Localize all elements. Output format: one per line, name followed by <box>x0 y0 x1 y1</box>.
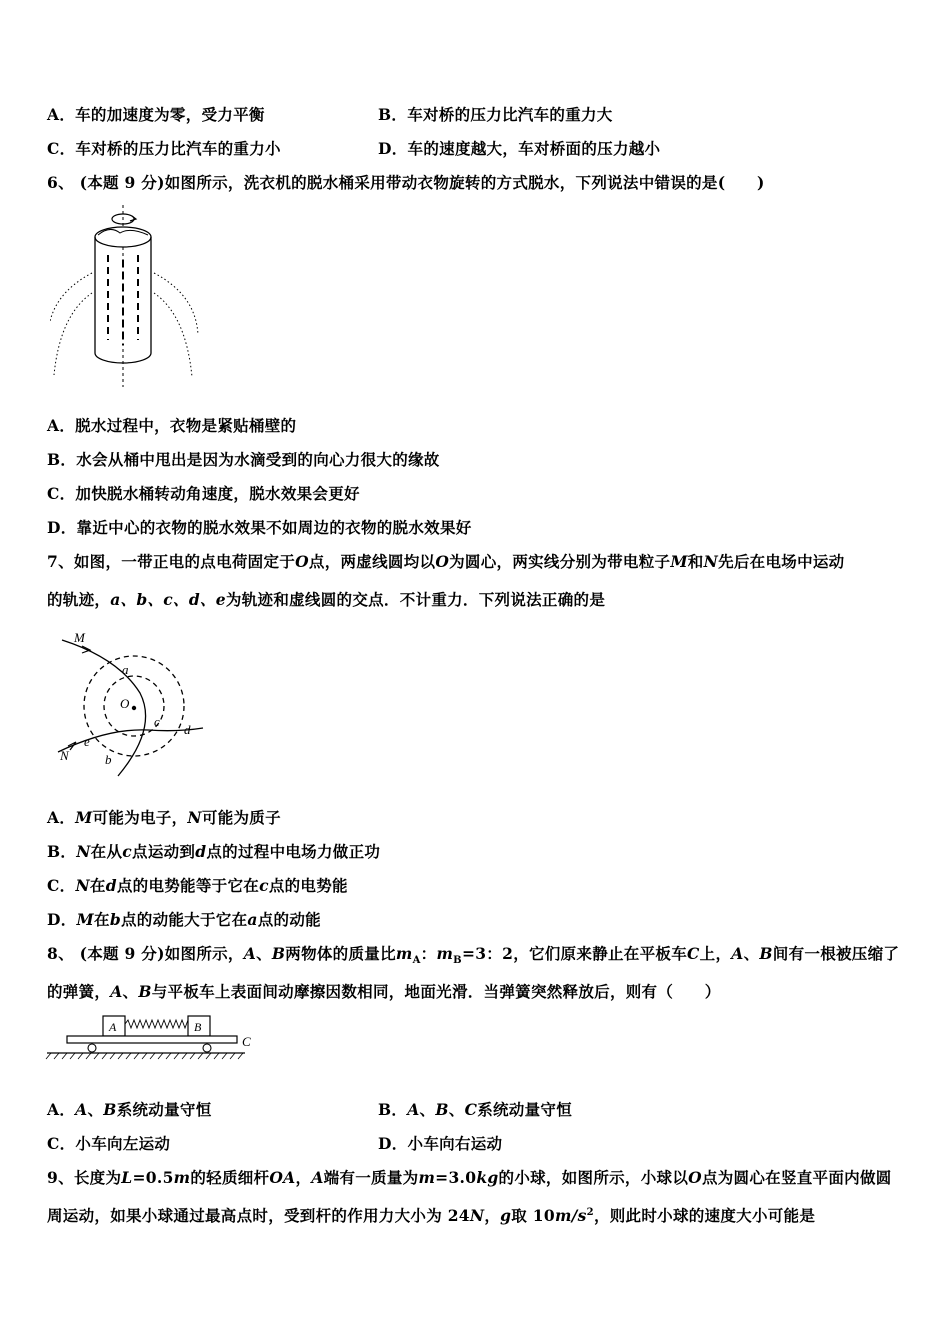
q7-stem-line1: 7、如图，一带正电的点电荷固定于O点，两虚线圆均以O为圆心，两实线分别为带电粒子M和N先后在电场中运动 <box>47 552 845 571</box>
q6-option-c: C．加快脱水桶转动角速度，脱水效果会更好 <box>47 484 360 503</box>
q8-option-a: A．A、B系统动量守恒 <box>47 1100 212 1119</box>
q5-option-d: D．车的速度越大，车对桥面的压力越小 <box>378 139 661 158</box>
label-B: B <box>194 1020 202 1034</box>
label-N: N <box>60 748 69 763</box>
q6-option-a: A．脱水过程中，衣物是紧贴桶壁的 <box>47 416 297 435</box>
q7-option-d: D．M在b点的动能大于它在a点的动能 <box>47 910 321 929</box>
label-C: C <box>242 1034 251 1049</box>
q5-option-a: A．车的加速度为零，受力平衡 <box>47 105 265 124</box>
spring-cart-figure <box>45 1010 265 1068</box>
label-e: e <box>84 734 90 749</box>
q9-stem-line1: 9、长度为L=0.5m的轻质细杆OA，A端有一质量为m=3.0kg的小球，如图所示，小球以O点为圆心在竖直平面内做圆 <box>47 1168 892 1187</box>
q8-option-b: B．A、B、C系统动量守恒 <box>378 1100 573 1119</box>
q8-stem-line1: 8、 (本题 9 分)如图所示，A、B两物体的质量比$m_A$：$m_B=3$：2，它们原来静止在平板车C上，A、B间有一根被压缩了 <box>47 944 900 967</box>
q5-option-b: B．车对桥的压力比汽车的重力大 <box>378 105 613 124</box>
q7-option-a: A．M可能为电子，N可能为质子 <box>47 808 281 827</box>
label-d: d <box>184 722 191 737</box>
q8-stem-line2: 的弹簧，A、B与平板车上表面间动摩擦因数相同，地面光滑．当弹簧突然释放后，则有（ ） <box>47 982 721 1001</box>
label-c: c <box>154 714 160 729</box>
label-a: a <box>122 662 129 677</box>
q6-stem: 6、 (本题 9 分)如图所示，洗衣机的脱水桶采用带动衣物旋转的方式脱水，下列说法中错误的是( ) <box>47 173 765 192</box>
label-O: O <box>120 696 130 711</box>
q7-stem-line2: 的轨迹，a、b、c、d、e为轨迹和虚线圆的交点．不计重力．下列说法正确的是 <box>47 590 606 609</box>
q6-option-d: D．靠近中心的衣物的脱水效果不如周边的衣物的脱水效果好 <box>47 518 472 537</box>
q8-option-d: D．小车向右运动 <box>378 1134 503 1153</box>
label-M: M <box>74 630 85 645</box>
q7-option-b: B．N在从c点运动到d点的过程中电场力做正功 <box>47 842 381 861</box>
label-A: A <box>109 1020 117 1034</box>
q6-option-b: B．水会从桶中甩出是因为水滴受到的向心力很大的缘故 <box>47 450 440 469</box>
q9-stem-line2: 周运动，如果小球通过最高点时，受到杆的作用力大小为 24N，g取 $10m/s^2$，则此时小球的速度大小可能是 <box>47 1206 816 1225</box>
q7-option-c: C．N在d点的电势能等于它在c点的电势能 <box>47 876 348 895</box>
spin-dryer-figure <box>50 205 200 390</box>
label-b: b <box>105 752 112 767</box>
electric-field-figure <box>48 628 213 788</box>
q8-option-c: C．小车向左运动 <box>47 1134 171 1153</box>
q5-option-c: C．车对桥的压力比汽车的重力小 <box>47 139 281 158</box>
